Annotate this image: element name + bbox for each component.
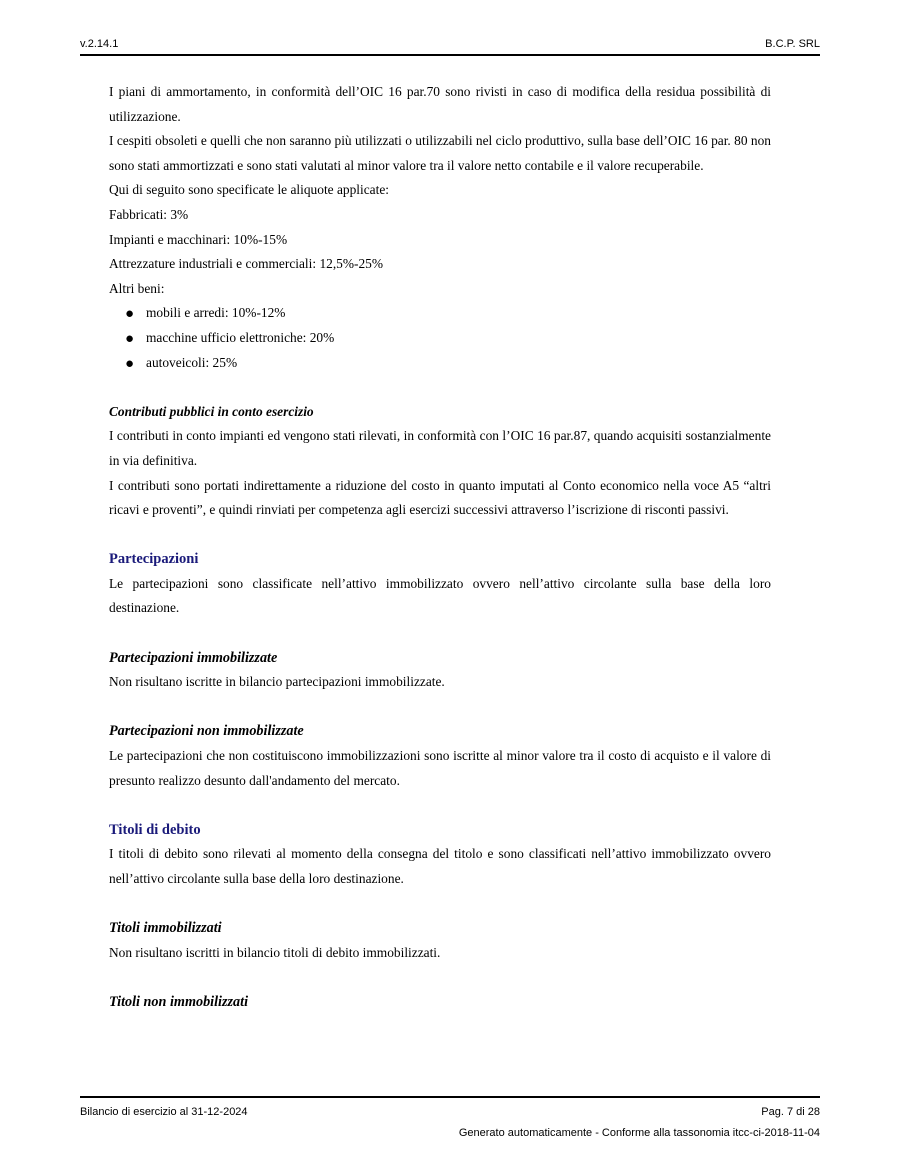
heading-titoli-immobilizzati: Titoli immobilizzati <box>109 920 222 937</box>
rate-fabbricati: Fabbricati: 3% <box>109 206 189 222</box>
generation-note: Generato automaticamente - Conforme alla tassonomia itcc-ci-2018-11-04 <box>458 1127 820 1139</box>
list-item: ● macchine ufficio elettroniche: 20% <box>109 326 771 351</box>
page-header <box>80 36 820 54</box>
paragraph-ammortamento: I piani di ammortamento, in conformità dell’OIC 16 par.70 sono rivisti in caso di modifica della residua possibilità di utilizzazione. <box>109 84 771 124</box>
paragraph-contributi-1: I contributi in conto impianti ed vengono stati rilevati, in conformità con l’OIC 16 par.87, quando acquisiti sostanzialmente in via definitiva. <box>109 428 771 468</box>
footer-document-title: Bilancio di esercizio al 31-12-2024 <box>80 1106 248 1118</box>
heading-titoli-non-immobilizzati: Titoli non immobilizzati <box>109 993 249 1010</box>
page-number: Pag. 7 di 28 <box>761 1106 820 1118</box>
paragraph-cespiti-obsoleti: I cespiti obsoleti e quelli che non saranno più utilizzati o utilizzabili nel ciclo produttivo, sulla base dell’OIC 16 par. 80 non sono stati ammortizzati e sono stati valutati al minor valore tra il valore netto contabile e il valore recuperabile. <box>109 133 771 173</box>
paragraph-partecipazioni-non-immobilizzate: Le partecipazioni che non costituiscono immobilizzazioni sono iscritte al minor valore tra il costo di acquisto e il valore di presunto realizzo desunto dall'andamento del mercato. <box>109 748 771 788</box>
heading-partecipazioni-non-immobilizzate: Partecipazioni non immobilizzate <box>109 723 304 740</box>
header-divider <box>80 54 820 56</box>
rate-altri-beni: Altri beni: <box>109 280 165 296</box>
company-name: B.C.P. SRL <box>765 38 820 50</box>
footer-divider <box>80 1096 820 1098</box>
paragraph-titoli-debito: I titoli di debito sono rilevati al momento della consegna del titolo e sono classificati nell’attivo immobilizzato ovvero nell’attivo circolante sulla base della loro destinazione. <box>109 846 771 886</box>
heading-titoli-debito: Titoli di debito <box>109 821 201 838</box>
paragraph-partecipazioni: Le partecipazioni sono classificate nell’attivo immobilizzato ovvero nell’attivo circolante sulla base della loro destinazione. <box>109 575 771 616</box>
paragraph-aliquote-intro: Qui di seguito sono specificate le aliquote applicate: <box>109 182 390 198</box>
bullet-icon: ● <box>125 306 135 323</box>
bullet-icon: ● <box>125 355 135 372</box>
paragraph-titoli-immobilizzati: Non risultano iscritti in bilancio titoli di debito immobilizzati. <box>109 944 441 960</box>
bullet-icon: ● <box>125 330 135 347</box>
paragraph-contributi-2: I contributi sono portati indirettamente a riduzione del costo in quanto imputati al Conto economico nella voce A5 “altri ricavi e proventi”, e quindi rinviati per competenza agli esercizi successivi attraverso l’iscrizione di risconti passivi. <box>109 477 771 518</box>
heading-contributi: Contributi pubblici in conto esercizio <box>109 403 314 419</box>
rate-impianti: Impianti e macchinari: 10%-15% <box>109 231 288 247</box>
document-body <box>109 80 771 1015</box>
altri-beni-list <box>109 301 771 375</box>
list-item: ● autoveicoli: 25% <box>109 351 771 376</box>
heading-partecipazioni: Partecipazioni <box>109 551 199 568</box>
paragraph-partecipazioni-immobilizzate: Non risultano iscritte in bilancio partecipazioni immobilizzate. <box>109 674 445 690</box>
rate-attrezzature: Attrezzature industriali e commerciali: 12,5%-25% <box>109 256 384 272</box>
heading-partecipazioni-immobilizzate: Partecipazioni immobilizzate <box>109 649 278 666</box>
version-label: v.2.14.1 <box>80 38 119 50</box>
list-item: ● mobili e arredi: 10%-12% <box>109 301 771 326</box>
